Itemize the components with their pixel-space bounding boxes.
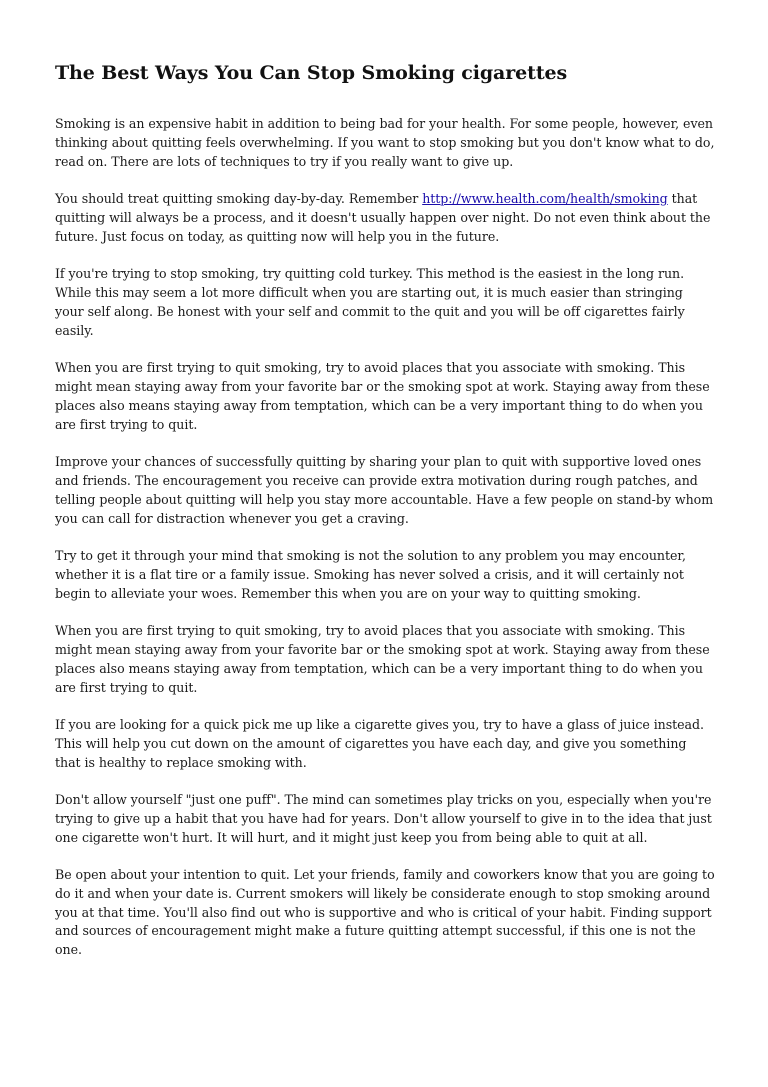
- paragraph-2: [55, 190, 715, 247]
- document-page: [55, 58, 715, 979]
- document-title: The Best Ways You Can Stop Smoking cigarettes: [55, 62, 568, 84]
- paragraph-3: If you're trying to stop smoking, try quitting cold turkey. This method is the easiest in the long run. While this may seem a lot more difficult when you are starting out, it is much easier than stringing your self along. Be honest with your self and commit to the quit and you will be off cigarettes fairly easily.: [55, 266, 685, 338]
- paragraph-2-after: that quitting will always be a process, and it doesn't usually happen over night. Do not even think about the future. Just focus on today, as quitting now will help you in the future.: [55, 191, 711, 244]
- paragraph-10: Be open about your intention to quit. Let your friends, family and coworkers know that you are going to do it and when your date is. Current smokers will likely be considerate enough to stop smoking around you at that time. You'll also find out who is supportive and who is critical of your habit. Finding support and sources of encouragement might make a future quitting attempt successful, if this one is not the one.: [55, 866, 715, 958]
- paragraph-2-before: You should treat quitting smoking day-by-day. Remember: [55, 191, 423, 207]
- paragraph-6: Try to get it through your mind that smoking is not the solution to any problem you may encounter, whether it is a flat tire or a family issue. Smoking has never solved a crisis, and it will certainly not begin to alleviate your woes. Remember this when you are on your way to quitting smoking.: [55, 547, 686, 601]
- paragraph-9: Don't allow yourself "just one puff". The mind can sometimes play tricks on you, especially when you're trying to give up a habit that you have had for years. Don't allow yourself to give in to the idea that just one cigarette won't hurt. It will hurt, and it might just keep you from being able to quit at all.: [55, 791, 712, 845]
- health-link[interactable]: http://www.health.com/health/smoking: [422, 191, 668, 207]
- paragraph-5: Improve your chances of successfully quitting by sharing your plan to quit with supportive loved ones and friends. The encouragement you receive can provide extra motivation during rough patches, and telling people about quitting will help you stay more accountable. Have a few people on stand-by whom you can call for distraction whenever you get a craving.: [55, 453, 714, 526]
- paragraph-4: When you are first trying to quit smoking, try to avoid places that you associate with smoking. This might mean staying away from your favorite bar or the smoking spot at work. Staying away from these places also means staying away from temptation, which can be a very important thing to do when you are first trying to quit.: [55, 359, 710, 432]
- paragraph-1: Smoking is an expensive habit in addition to being bad for your health. For some people, however, even thinking about quitting feels overwhelming. If you want to stop smoking but you don't know what to do, read on. There are lots of techniques to try if you really want to give up.: [55, 116, 715, 169]
- paragraph-7: When you are first trying to quit smoking, try to avoid places that you associate with smoking. This might mean staying away from your favorite bar or the smoking spot at work. Staying away from these places also means staying away from temptation, which can be a very important thing to do when you are first trying to quit.: [55, 622, 710, 695]
- paragraph-8: If you are looking for a quick pick me up like a cigarette gives you, try to have a glass of juice instead. This will help you cut down on the amount of cigarettes you have each day, and give you something that is healthy to replace smoking with.: [55, 716, 704, 770]
